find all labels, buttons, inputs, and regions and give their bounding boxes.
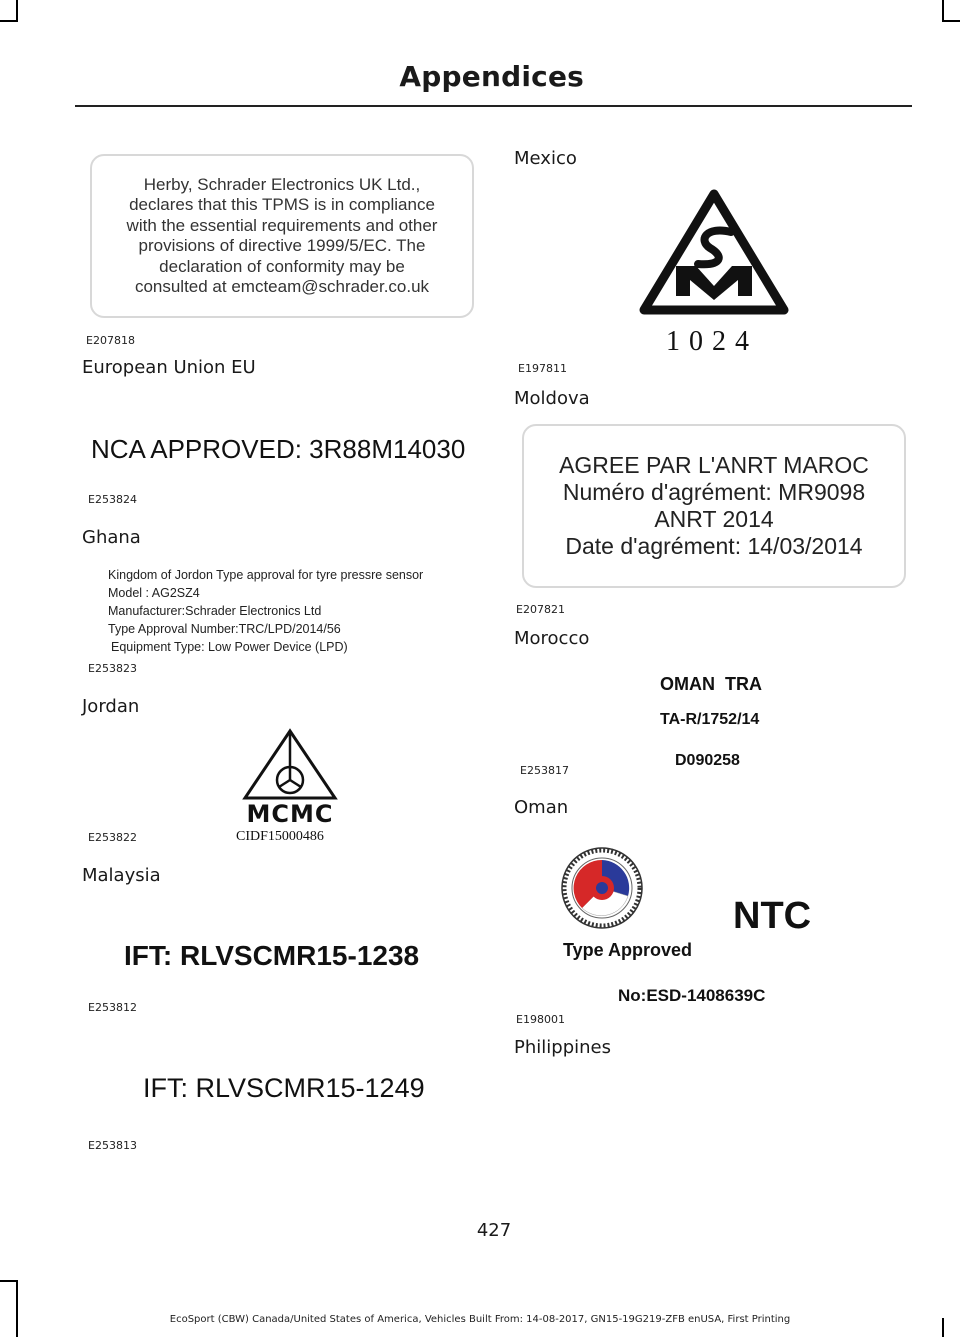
page-number: 427 bbox=[476, 1220, 512, 1241]
eu-declaration-box bbox=[90, 154, 474, 318]
country-label: Mexico bbox=[514, 148, 577, 169]
anrt-line: AGREE PAR L'ANRT MAROC bbox=[559, 452, 869, 478]
ift-approval-text: IFT: RLVSCMR15-1238 bbox=[124, 940, 420, 971]
jordan-approval-line: Type Approval Number:TRC/LPD/2014/56 bbox=[108, 622, 341, 636]
anrt-line: Date d'agrément: 14/03/2014 bbox=[565, 533, 863, 559]
eu-declaration-line: with the essential requirements and other bbox=[126, 215, 438, 235]
ntc-wordmark: NTC bbox=[733, 895, 812, 937]
eu-declaration-line: provisions of directive 1999/5/EC. The bbox=[138, 236, 426, 255]
footer-text: EcoSport (CBW) Canada/United States of America, Vehicles Built From: 14-08-2017, GN15-19G219-ZFB enUSA, First Printing bbox=[169, 1314, 791, 1325]
mcmc-logo-icon bbox=[240, 728, 340, 804]
crop-mark-tl-v bbox=[16, 0, 18, 22]
jordan-approval-line: Kingdom of Jordon Type approval for tyre pressre sensor bbox=[108, 568, 424, 582]
oman-tra-number: TA-R/1752/14 bbox=[660, 711, 760, 728]
country-label: Malaysia bbox=[82, 865, 161, 886]
ntc-type-approved: Type Approved bbox=[563, 940, 693, 960]
crop-mark-bl-v bbox=[16, 1280, 18, 1337]
header-rule bbox=[75, 105, 912, 107]
country-label: Morocco bbox=[514, 628, 590, 649]
ntc-seal-icon bbox=[556, 846, 650, 930]
figure-code: E198001 bbox=[516, 1013, 565, 1026]
page-title: Appendices bbox=[399, 60, 584, 93]
figure-code: E207821 bbox=[516, 603, 565, 616]
ift-approval-text: IFT: RLVSCMR15-1249 bbox=[143, 1073, 425, 1103]
oman-dealer-number: D090258 bbox=[675, 752, 740, 769]
country-label: European Union EU bbox=[82, 357, 256, 378]
crop-mark-tl-h bbox=[0, 20, 18, 22]
country-label: Oman bbox=[514, 797, 569, 818]
mcmc-wordmark: MCMC bbox=[246, 800, 334, 828]
anrt-line: ANRT 2014 bbox=[654, 506, 774, 532]
figure-code: E253813 bbox=[88, 1139, 137, 1152]
nom-certificate-number: 1024 bbox=[666, 326, 758, 357]
figure-code: E253822 bbox=[88, 831, 137, 844]
anrt-line: Numéro d'agrément: MR9098 bbox=[562, 479, 866, 505]
figure-code: E253817 bbox=[520, 764, 569, 777]
country-label: Ghana bbox=[82, 527, 141, 548]
oman-tra-heading: OMAN TRA bbox=[660, 674, 762, 694]
jordan-approval-line: Equipment Type: Low Power Device (LPD) bbox=[111, 640, 348, 654]
jordan-approval-block bbox=[108, 566, 423, 656]
jordan-approval-line: Model : AG2SZ4 bbox=[108, 586, 200, 600]
figure-code: E197811 bbox=[518, 362, 567, 375]
country-label: Philippines bbox=[514, 1037, 611, 1058]
crop-mark-br-v bbox=[942, 1318, 944, 1337]
country-label: Jordan bbox=[82, 696, 140, 717]
crop-mark-bl-h bbox=[0, 1280, 18, 1282]
eu-declaration-line: declares that this TPMS is in compliance bbox=[129, 195, 435, 214]
ntc-approval-number: No:ESD-1408639C bbox=[618, 986, 766, 1005]
country-label: Moldova bbox=[514, 388, 590, 409]
figure-code: E207818 bbox=[86, 334, 135, 347]
nom-sm-logo-icon bbox=[636, 186, 792, 320]
jordan-approval-line: Manufacturer:Schrader Electronics Ltd bbox=[108, 604, 322, 618]
eu-declaration-line: declaration of conformity may be bbox=[159, 256, 405, 276]
eu-declaration-line: Herby, Schrader Electronics UK Ltd., bbox=[143, 174, 421, 194]
figure-code: E253823 bbox=[88, 662, 137, 675]
eu-declaration-line: consulted at emcteam@schrader.co.uk bbox=[134, 277, 430, 296]
mcmc-cidf-number: CIDF15000486 bbox=[236, 829, 324, 844]
anrt-approval-box bbox=[522, 424, 906, 588]
figure-code: E253824 bbox=[88, 493, 137, 506]
ghana-approval-text: NCA APPROVED: 3R88M14030 bbox=[91, 434, 466, 464]
crop-mark-tr-v bbox=[942, 0, 944, 22]
figure-code: E253812 bbox=[88, 1001, 137, 1014]
crop-mark-tr-h bbox=[942, 20, 960, 22]
